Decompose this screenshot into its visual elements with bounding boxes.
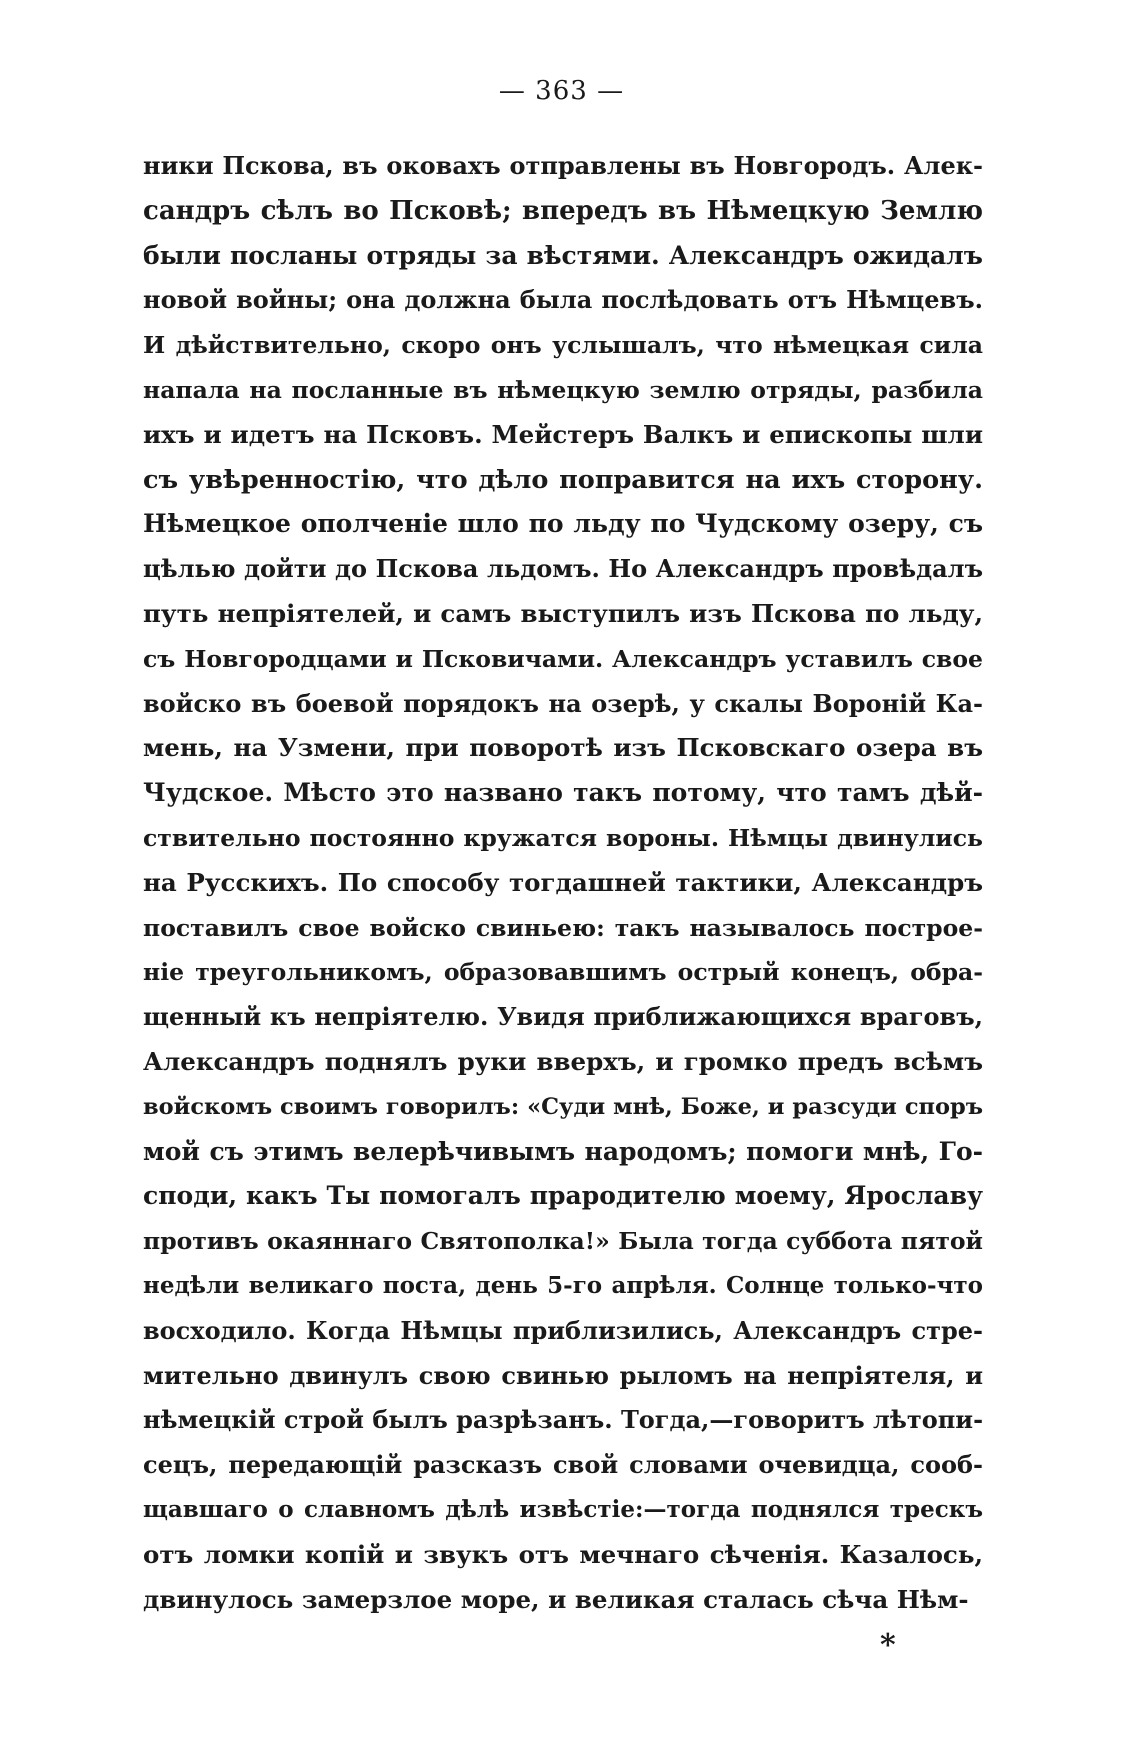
text-line: сандръ сѣлъ во Псковѣ; впередъ въ Нѣмецкую Землю [143, 195, 983, 226]
text-line: щенный къ непріятелю. Увидя приближающихся враговъ, [143, 1002, 983, 1032]
text-line: мительно двинулъ свою свинью рыломъ на непріятеля, и [143, 1360, 983, 1390]
page-number: — 363 — [498, 76, 625, 106]
text-line: Чудское. Мѣсто это названо такъ потому, что тамъ дѣй- [143, 778, 983, 808]
text-line: И дѣйствительно, скоро онъ услышалъ, что нѣмецкая сила [143, 331, 983, 360]
text-line: напала на посланные въ нѣмецкую землю отряды, разбила [143, 375, 983, 404]
text-line: восходило. Когда Нѣмцы приблизились, Александръ стре- [143, 1315, 983, 1345]
text-line: новой войны; она должна была послѣдовать отъ Нѣмцевъ. [143, 285, 983, 315]
text-line: ствительно постоянно кружатся вороны. Нѣмцы двинулись [143, 823, 983, 852]
text-line: на Русскихъ. По способу тогдашней тактики, Александръ [143, 867, 983, 897]
text-line: были посланы отряды за вѣстями. Александръ ожидалъ [143, 240, 983, 270]
text-line: съ Новгородцами и Псковичами. Александръ уставилъ свое [143, 644, 983, 673]
text-line: съ увѣренностію, что дѣло поправится на ихъ сторону. [143, 464, 983, 495]
text-line: поставилъ свое войско свиньею: такъ называлось построе- [143, 913, 983, 942]
text-line: Александръ поднялъ руки вверхъ, и громко предъ всѣмъ [143, 1046, 983, 1076]
text-line: щавшаго о славномъ дѣлѣ извѣстіе:—тогда поднялся трескъ [143, 1495, 983, 1523]
body-text [143, 144, 983, 1622]
text-line: споди, какъ Ты помогалъ прародителю моему, Ярославу [143, 1181, 983, 1211]
text-line: ники Пскова, въ оковахъ отправлены въ Новгородъ. Алек- [143, 151, 983, 180]
text-line: ихъ и идетъ на Псковъ. Мейстеръ Валкъ и епископы шли [143, 419, 983, 449]
text-line: цѣлью дойти до Пскова льдомъ. Но Александръ провѣдалъ [143, 554, 983, 584]
text-line: двинулось замерзлое море, и великая сталась сѣча Нѣм- [143, 1584, 969, 1614]
text-line: путь непріятелей, и самъ выступилъ изъ Пскова по льду, [143, 598, 983, 628]
text-line: недѣли великаго поста, день 5-го апрѣля. Солнце только-что [143, 1271, 983, 1299]
text-line: ніе треугольникомъ, образовавшимъ острый конецъ, обра- [143, 958, 983, 987]
text-line: мень, на Узмени, при поворотѣ изъ Псковскаго озера въ [143, 733, 983, 763]
text-line: нѣмецкій строй былъ разрѣзанъ. Тогда,—говоритъ лѣтопи- [143, 1405, 983, 1435]
signature-mark: * [880, 1628, 896, 1663]
text-line: войскомъ своимъ говорилъ: «Суди мнѣ, Боже, и разсуди споръ [143, 1093, 983, 1120]
text-line: сецъ, передающій разсказъ свой словами очевидца, сооб- [143, 1450, 983, 1480]
text-line: войско въ боевой порядокъ на озерѣ, у скалы Вороній Ка- [143, 688, 983, 718]
text-line: Нѣмецкое ополченіе шло по льду по Чудскому озеру, съ [143, 509, 983, 539]
text-line: мой съ этимъ велерѣчивымъ народомъ; помоги мнѣ, Го- [143, 1136, 983, 1166]
text-line: отъ ломки копій и звукъ отъ мечнаго сѣченія. Казалось, [143, 1539, 983, 1569]
text-line: противъ окаяннаго Святополка!» Была тогда суббота пятой [143, 1227, 983, 1256]
